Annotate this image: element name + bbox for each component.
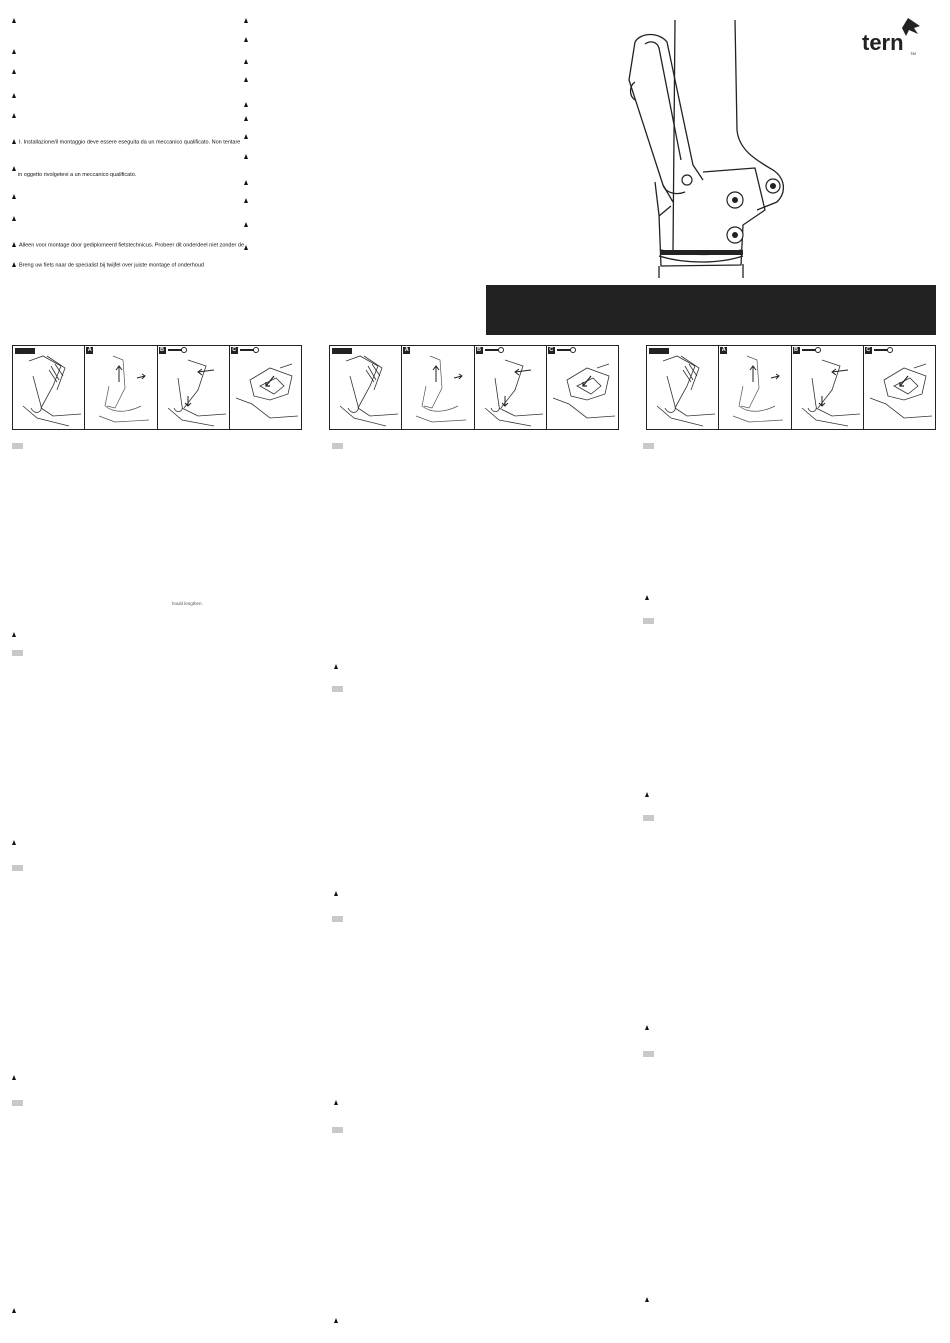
warning-icon bbox=[244, 154, 248, 159]
step-illustration bbox=[158, 346, 230, 429]
warning-icon bbox=[645, 1025, 649, 1030]
instruction-strip-3 bbox=[646, 345, 936, 430]
step-illustration bbox=[230, 346, 302, 429]
language-marker bbox=[643, 618, 654, 624]
step-label-b: B bbox=[794, 347, 798, 353]
language-marker bbox=[12, 650, 23, 656]
warning-icon bbox=[12, 139, 16, 144]
step-panel-intro bbox=[330, 346, 402, 429]
warning-icon bbox=[645, 792, 649, 797]
language-marker bbox=[332, 1127, 343, 1133]
warning-italian: I. Installazione/il montaggio deve essere eseguita da un meccanico qualificato. Non tentare bbox=[12, 139, 240, 147]
step-label-b: B bbox=[477, 347, 481, 353]
warning-icon bbox=[334, 664, 338, 669]
step-label-a: A bbox=[721, 347, 726, 353]
step-illustration bbox=[13, 346, 85, 429]
warning-icon bbox=[12, 113, 16, 118]
step-panel-c bbox=[864, 346, 935, 429]
language-marker bbox=[12, 1100, 23, 1106]
step-panel-c bbox=[547, 346, 618, 429]
warning-icon bbox=[334, 1318, 338, 1323]
step-panel-c bbox=[230, 346, 301, 429]
warning-icon bbox=[244, 116, 248, 121]
svg-text:TM: TM bbox=[910, 51, 916, 56]
language-marker bbox=[332, 686, 343, 692]
warning-dutch-2: Breng uw fiets naar de specialist bij twijfel over juiste montage of onderhoud bbox=[12, 262, 204, 270]
step-panel-b bbox=[792, 346, 864, 429]
step-panel-b bbox=[158, 346, 230, 429]
step-panel-b bbox=[475, 346, 547, 429]
stem-illustration bbox=[615, 20, 805, 282]
step-illustration bbox=[864, 346, 936, 429]
tern-bird-icon bbox=[862, 18, 922, 58]
warning-icon bbox=[12, 194, 16, 199]
warning-icon bbox=[12, 632, 16, 637]
language-marker bbox=[643, 443, 654, 449]
step-panel-a bbox=[402, 346, 474, 429]
instruction-strip-1 bbox=[12, 345, 302, 430]
warning-icon bbox=[334, 1100, 338, 1105]
warning-icon bbox=[244, 77, 248, 82]
warning-icon bbox=[334, 891, 338, 896]
language-marker bbox=[12, 865, 23, 871]
warning-icon bbox=[12, 840, 16, 845]
step-illustration bbox=[547, 346, 619, 429]
warning-icon bbox=[244, 134, 248, 139]
warning-icon bbox=[244, 59, 248, 64]
warning-icon bbox=[12, 18, 16, 23]
step-panel-a bbox=[719, 346, 791, 429]
language-marker bbox=[332, 443, 343, 449]
step-illustration bbox=[402, 346, 474, 429]
warning-icon bbox=[12, 93, 16, 98]
warning-icon bbox=[244, 37, 248, 42]
language-marker bbox=[332, 916, 343, 922]
warning-icon bbox=[12, 216, 16, 221]
warning-icon bbox=[12, 242, 16, 247]
step-illustration bbox=[719, 346, 791, 429]
warning-icon bbox=[244, 18, 248, 23]
step-illustration bbox=[85, 346, 157, 429]
warning-icon bbox=[645, 1297, 649, 1302]
warning-icon bbox=[12, 1308, 16, 1313]
step-label-c: C bbox=[549, 347, 554, 353]
warning-icon bbox=[12, 69, 16, 74]
instruction-strip-2 bbox=[329, 345, 619, 430]
warning-icon bbox=[12, 262, 16, 267]
step-panel-a bbox=[85, 346, 157, 429]
warning-icon bbox=[12, 49, 16, 54]
brand-logo bbox=[862, 18, 922, 63]
warning-italian-cont: in oggetto rivolgetevi a un meccanico qualificato. bbox=[18, 172, 137, 178]
step-illustration bbox=[792, 346, 864, 429]
language-marker bbox=[643, 1051, 654, 1057]
warning-icon bbox=[244, 245, 248, 250]
step-illustration bbox=[330, 346, 402, 429]
warning-icon bbox=[12, 166, 16, 171]
warning-icon bbox=[244, 180, 248, 185]
language-marker bbox=[643, 815, 654, 821]
step-label-b: B bbox=[160, 347, 164, 353]
step-panel-intro bbox=[13, 346, 85, 429]
step-panel-intro bbox=[647, 346, 719, 429]
title-banner bbox=[486, 285, 936, 335]
step-label-c: C bbox=[232, 347, 237, 353]
language-marker bbox=[12, 443, 23, 449]
column-note: hould lengthen. bbox=[172, 601, 203, 606]
warning-dutch: Alleen voor montage door gediplomeerd fietstechnicus. Probeer dit onderdeel niet zonder de bbox=[12, 242, 244, 250]
step-label-a: A bbox=[404, 347, 409, 353]
warning-icon bbox=[645, 595, 649, 600]
step-label-a: A bbox=[87, 347, 92, 353]
svg-text:tern: tern bbox=[862, 30, 904, 55]
step-illustration bbox=[647, 346, 719, 429]
step-label-c: C bbox=[866, 347, 871, 353]
step-illustration bbox=[475, 346, 547, 429]
warning-icon bbox=[244, 198, 248, 203]
warning-icon bbox=[244, 222, 248, 227]
warning-icon bbox=[12, 1075, 16, 1080]
warning-icon bbox=[244, 102, 248, 107]
